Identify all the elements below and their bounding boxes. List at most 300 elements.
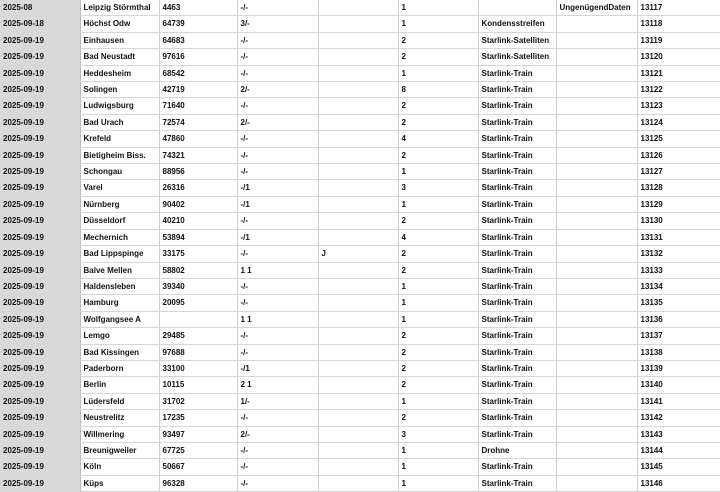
date-cell[interactable]: 2025-09-19 (0, 328, 80, 344)
zip-cell[interactable]: 53894 (159, 229, 237, 245)
city-cell[interactable]: Nürnberg (80, 196, 159, 212)
note-cell[interactable] (556, 246, 637, 262)
table-row (0, 65, 720, 81)
code-cell[interactable]: -/- (237, 131, 318, 147)
type-cell[interactable]: Drohne (478, 442, 556, 458)
note-cell[interactable] (556, 196, 637, 212)
code-cell[interactable]: -/- (237, 344, 318, 360)
date-cell[interactable]: 2025-09-19 (0, 475, 80, 491)
city-cell[interactable]: Lemgo (80, 328, 159, 344)
id-cell[interactable]: 13118 (637, 16, 720, 32)
count-cell[interactable]: 1 (398, 16, 478, 32)
id-cell[interactable]: 13123 (637, 98, 720, 114)
code-cell[interactable]: -/- (237, 164, 318, 180)
mark-cell[interactable] (318, 0, 398, 16)
city-cell[interactable]: Leipzig Störmthal (80, 0, 159, 16)
count-cell[interactable]: 2 (398, 147, 478, 163)
city-cell[interactable]: Bad Lippspinge (80, 246, 159, 262)
note-cell[interactable] (556, 410, 637, 426)
count-cell[interactable]: 2 (398, 32, 478, 48)
count-cell[interactable]: 8 (398, 82, 478, 98)
date-cell[interactable]: 2025-09-19 (0, 246, 80, 262)
mark-cell[interactable] (318, 82, 398, 98)
code-cell[interactable]: 3/- (237, 16, 318, 32)
city-cell[interactable]: Höchst Odw (80, 16, 159, 32)
id-cell[interactable]: 13122 (637, 82, 720, 98)
code-cell[interactable]: -/- (237, 98, 318, 114)
table-row (0, 32, 720, 48)
type-cell[interactable]: Starlink-Train (478, 246, 556, 262)
zip-cell[interactable]: 29485 (159, 328, 237, 344)
type-cell[interactable]: Starlink-Train (478, 344, 556, 360)
type-cell[interactable]: Starlink-Train (478, 213, 556, 229)
mark-cell[interactable] (318, 147, 398, 163)
table-row (0, 377, 720, 393)
mark-cell[interactable] (318, 180, 398, 196)
zip-cell[interactable]: 97688 (159, 344, 237, 360)
city-cell[interactable]: Paderborn (80, 360, 159, 376)
zip-cell[interactable]: 50667 (159, 459, 237, 475)
city-cell[interactable]: Einhausen (80, 32, 159, 48)
count-cell[interactable]: 1 (398, 0, 478, 16)
zip-cell[interactable] (159, 311, 237, 327)
city-cell[interactable]: Solingen (80, 82, 159, 98)
date-cell[interactable]: 2025-09-19 (0, 344, 80, 360)
count-cell[interactable]: 2 (398, 360, 478, 376)
city-cell[interactable]: Willmering (80, 426, 159, 442)
type-cell[interactable]: Starlink-Train (478, 393, 556, 409)
table-row (0, 16, 720, 32)
mark-cell[interactable] (318, 278, 398, 294)
date-cell[interactable]: 2025-09-19 (0, 131, 80, 147)
table-row (0, 442, 720, 458)
note-cell[interactable] (556, 114, 637, 130)
zip-cell[interactable]: 33100 (159, 360, 237, 376)
date-cell[interactable]: 2025-09-19 (0, 360, 80, 376)
zip-cell[interactable]: 90402 (159, 196, 237, 212)
zip-cell[interactable]: 72574 (159, 114, 237, 130)
type-cell[interactable]: Starlink-Train (478, 475, 556, 491)
date-cell[interactable]: 2025-09-19 (0, 426, 80, 442)
type-cell[interactable]: Starlink-Train (478, 196, 556, 212)
type-cell[interactable]: Starlink-Train (478, 65, 556, 81)
date-cell[interactable]: 2025-09-19 (0, 82, 80, 98)
city-cell[interactable]: Bietigheim Biss. (80, 147, 159, 163)
code-cell[interactable]: -/- (237, 0, 318, 16)
id-cell[interactable]: 13138 (637, 344, 720, 360)
type-cell[interactable] (478, 0, 556, 16)
mark-cell[interactable] (318, 229, 398, 245)
mark-cell[interactable] (318, 65, 398, 81)
table-row (0, 410, 720, 426)
note-cell[interactable] (556, 229, 637, 245)
note-cell[interactable] (556, 213, 637, 229)
date-cell[interactable]: 2025-09-19 (0, 278, 80, 294)
type-cell[interactable]: Starlink-Train (478, 295, 556, 311)
type-cell[interactable]: Starlink-Train (478, 328, 556, 344)
zip-cell[interactable]: 26316 (159, 180, 237, 196)
date-cell[interactable]: 2025-09-19 (0, 196, 80, 212)
zip-cell[interactable]: 64683 (159, 32, 237, 48)
table-row (0, 246, 720, 262)
mark-cell[interactable] (318, 98, 398, 114)
type-cell[interactable]: Starlink-Train (478, 262, 556, 278)
id-cell[interactable]: 13121 (637, 65, 720, 81)
type-cell[interactable]: Starlink-Train (478, 459, 556, 475)
table-row (0, 459, 720, 475)
date-cell[interactable]: 2025-09-19 (0, 442, 80, 458)
count-cell[interactable]: 3 (398, 180, 478, 196)
city-cell[interactable]: Küps (80, 475, 159, 491)
count-cell[interactable]: 2 (398, 410, 478, 426)
date-cell[interactable]: 2025-09-19 (0, 459, 80, 475)
code-cell[interactable]: -/- (237, 328, 318, 344)
date-cell[interactable]: 2025-09-18 (0, 16, 80, 32)
zip-cell[interactable]: 68542 (159, 65, 237, 81)
date-cell[interactable]: 2025-09-19 (0, 164, 80, 180)
city-cell[interactable]: Lüdersfeld (80, 393, 159, 409)
type-cell[interactable]: Starlink-Train (478, 114, 556, 130)
mark-cell[interactable] (318, 32, 398, 48)
date-cell[interactable]: 2025-09-19 (0, 295, 80, 311)
date-cell[interactable]: 2025-08 (0, 0, 80, 16)
note-cell[interactable] (556, 344, 637, 360)
mark-cell[interactable] (318, 459, 398, 475)
table-row (0, 393, 720, 409)
id-cell[interactable]: 13129 (637, 196, 720, 212)
type-cell[interactable]: Starlink-Train (478, 410, 556, 426)
mark-cell[interactable] (318, 16, 398, 32)
mark-cell[interactable] (318, 164, 398, 180)
note-cell[interactable] (556, 426, 637, 442)
zip-cell[interactable]: 42719 (159, 82, 237, 98)
city-cell[interactable]: Mechernich (80, 229, 159, 245)
city-cell[interactable]: Bad Urach (80, 114, 159, 130)
type-cell[interactable]: Starlink-Satelliten (478, 32, 556, 48)
date-cell[interactable]: 2025-09-19 (0, 393, 80, 409)
id-cell[interactable]: 13144 (637, 442, 720, 458)
note-cell[interactable] (556, 377, 637, 393)
id-cell[interactable]: 13127 (637, 164, 720, 180)
code-cell[interactable]: -/- (237, 246, 318, 262)
type-cell[interactable]: Starlink-Train (478, 147, 556, 163)
table-row (0, 278, 720, 294)
count-cell[interactable]: 1 (398, 311, 478, 327)
type-cell[interactable]: Starlink-Train (478, 311, 556, 327)
date-cell[interactable]: 2025-09-19 (0, 114, 80, 130)
count-cell[interactable]: 1 (398, 393, 478, 409)
count-cell[interactable]: 2 (398, 98, 478, 114)
zip-cell[interactable]: 88956 (159, 164, 237, 180)
id-cell[interactable]: 13126 (637, 147, 720, 163)
code-cell[interactable]: -/- (237, 32, 318, 48)
table-row (0, 295, 720, 311)
note-cell[interactable] (556, 82, 637, 98)
count-cell[interactable]: 2 (398, 262, 478, 278)
zip-cell[interactable]: 93497 (159, 426, 237, 442)
table-row (0, 344, 720, 360)
count-cell[interactable]: 1 (398, 442, 478, 458)
id-cell[interactable]: 13145 (637, 459, 720, 475)
date-cell[interactable]: 2025-09-19 (0, 65, 80, 81)
type-cell[interactable]: Starlink-Train (478, 180, 556, 196)
id-cell[interactable]: 13143 (637, 426, 720, 442)
note-cell[interactable] (556, 164, 637, 180)
type-cell[interactable]: Kondensstreifen (478, 16, 556, 32)
table-row (0, 82, 720, 98)
zip-cell[interactable]: 67725 (159, 442, 237, 458)
table-row (0, 180, 720, 196)
date-cell[interactable]: 2025-09-19 (0, 410, 80, 426)
code-cell[interactable]: -/1 (237, 229, 318, 245)
type-cell[interactable]: Starlink-Train (478, 131, 556, 147)
count-cell[interactable]: 2 (398, 377, 478, 393)
code-cell[interactable]: -/- (237, 295, 318, 311)
id-cell[interactable]: 13134 (637, 278, 720, 294)
note-cell[interactable] (556, 459, 637, 475)
zip-cell[interactable]: 40210 (159, 213, 237, 229)
city-cell[interactable]: Schongau (80, 164, 159, 180)
code-cell[interactable]: -/- (237, 410, 318, 426)
type-cell[interactable]: Starlink-Train (478, 82, 556, 98)
code-cell[interactable]: -/- (237, 213, 318, 229)
id-cell[interactable]: 13137 (637, 328, 720, 344)
note-cell[interactable] (556, 393, 637, 409)
code-cell[interactable]: -/- (237, 147, 318, 163)
type-cell[interactable]: Starlink-Train (478, 278, 556, 294)
date-cell[interactable]: 2025-09-19 (0, 147, 80, 163)
note-cell[interactable] (556, 98, 637, 114)
note-cell[interactable] (556, 147, 637, 163)
mark-cell[interactable] (318, 262, 398, 278)
mark-cell[interactable] (318, 360, 398, 376)
count-cell[interactable]: 1 (398, 196, 478, 212)
mark-cell[interactable] (318, 426, 398, 442)
city-cell[interactable]: Bad Kissingen (80, 344, 159, 360)
zip-cell[interactable]: 4463 (159, 0, 237, 16)
note-cell[interactable] (556, 16, 637, 32)
id-cell[interactable]: 13131 (637, 229, 720, 245)
city-cell[interactable]: Krefeld (80, 131, 159, 147)
city-cell[interactable]: Breunigweiler (80, 442, 159, 458)
note-cell[interactable] (556, 131, 637, 147)
table-row (0, 262, 720, 278)
type-cell[interactable]: Starlink-Train (478, 229, 556, 245)
zip-cell[interactable]: 64739 (159, 16, 237, 32)
id-cell[interactable]: 13132 (637, 246, 720, 262)
mark-cell[interactable] (318, 475, 398, 491)
note-cell[interactable] (556, 311, 637, 327)
mark-cell[interactable]: J (318, 246, 398, 262)
note-cell[interactable] (556, 278, 637, 294)
id-cell[interactable]: 13136 (637, 311, 720, 327)
zip-cell[interactable]: 47860 (159, 131, 237, 147)
type-cell[interactable]: Starlink-Train (478, 164, 556, 180)
count-cell[interactable]: 1 (398, 295, 478, 311)
note-cell[interactable] (556, 328, 637, 344)
mark-cell[interactable] (318, 442, 398, 458)
note-cell[interactable] (556, 262, 637, 278)
count-cell[interactable]: 2 (398, 114, 478, 130)
type-cell[interactable]: Starlink-Train (478, 377, 556, 393)
code-cell[interactable]: 2 1 (237, 377, 318, 393)
note-cell[interactable] (556, 442, 637, 458)
count-cell[interactable]: 2 (398, 49, 478, 65)
id-cell[interactable]: 13133 (637, 262, 720, 278)
table-row (0, 131, 720, 147)
count-cell[interactable]: 2 (398, 328, 478, 344)
city-cell[interactable]: Varel (80, 180, 159, 196)
date-cell[interactable]: 2025-09-19 (0, 213, 80, 229)
id-cell[interactable]: 13117 (637, 0, 720, 16)
mark-cell[interactable] (318, 114, 398, 130)
table-row (0, 114, 720, 130)
mark-cell[interactable] (318, 49, 398, 65)
code-cell[interactable]: -/1 (237, 196, 318, 212)
note-cell[interactable] (556, 49, 637, 65)
code-cell[interactable]: -/- (237, 65, 318, 81)
code-cell[interactable]: -/- (237, 278, 318, 294)
zip-cell[interactable]: 39340 (159, 278, 237, 294)
table-row (0, 98, 720, 114)
city-cell[interactable]: Wolfgangsee A (80, 311, 159, 327)
date-cell[interactable]: 2025-09-19 (0, 180, 80, 196)
city-cell[interactable]: Köln (80, 459, 159, 475)
zip-cell[interactable]: 31702 (159, 393, 237, 409)
id-cell[interactable]: 13140 (637, 377, 720, 393)
mark-cell[interactable] (318, 295, 398, 311)
city-cell[interactable]: Balve Mellen (80, 262, 159, 278)
id-cell[interactable]: 13120 (637, 49, 720, 65)
city-cell[interactable]: Haldensleben (80, 278, 159, 294)
table-row (0, 0, 720, 16)
mark-cell[interactable] (318, 131, 398, 147)
mark-cell[interactable] (318, 328, 398, 344)
table-row (0, 147, 720, 163)
table-row (0, 213, 720, 229)
id-cell[interactable]: 13119 (637, 32, 720, 48)
zip-cell[interactable]: 96328 (159, 475, 237, 491)
id-cell[interactable]: 13146 (637, 475, 720, 491)
id-cell[interactable]: 13124 (637, 114, 720, 130)
mark-cell[interactable] (318, 213, 398, 229)
table-row (0, 360, 720, 376)
date-cell[interactable]: 2025-09-19 (0, 262, 80, 278)
zip-cell[interactable]: 33175 (159, 246, 237, 262)
note-cell[interactable] (556, 32, 637, 48)
type-cell[interactable]: Starlink-Train (478, 426, 556, 442)
mark-cell[interactable] (318, 196, 398, 212)
city-cell[interactable]: Düsseldorf (80, 213, 159, 229)
id-cell[interactable]: 13142 (637, 410, 720, 426)
code-cell[interactable]: -/- (237, 49, 318, 65)
date-cell[interactable]: 2025-09-19 (0, 32, 80, 48)
table-row (0, 475, 720, 491)
type-cell[interactable]: Starlink-Train (478, 360, 556, 376)
id-cell[interactable]: 13135 (637, 295, 720, 311)
zip-cell[interactable]: 58802 (159, 262, 237, 278)
note-cell[interactable]: UngenügendDaten (556, 0, 637, 16)
id-cell[interactable]: 13139 (637, 360, 720, 376)
city-cell[interactable]: Hamburg (80, 295, 159, 311)
count-cell[interactable]: 4 (398, 131, 478, 147)
zip-cell[interactable]: 20095 (159, 295, 237, 311)
id-cell[interactable]: 13130 (637, 213, 720, 229)
mark-cell[interactable] (318, 393, 398, 409)
code-cell[interactable]: -/1 (237, 180, 318, 196)
count-cell[interactable]: 1 (398, 278, 478, 294)
zip-cell[interactable]: 97616 (159, 49, 237, 65)
date-cell[interactable]: 2025-09-19 (0, 311, 80, 327)
count-cell[interactable]: 2 (398, 246, 478, 262)
count-cell[interactable]: 1 (398, 459, 478, 475)
count-cell[interactable]: 4 (398, 229, 478, 245)
note-cell[interactable] (556, 360, 637, 376)
date-cell[interactable]: 2025-09-19 (0, 49, 80, 65)
code-cell[interactable]: -/1 (237, 360, 318, 376)
note-cell[interactable] (556, 180, 637, 196)
count-cell[interactable]: 2 (398, 213, 478, 229)
code-cell[interactable]: 2/- (237, 114, 318, 130)
zip-cell[interactable]: 17235 (159, 410, 237, 426)
mark-cell[interactable] (318, 410, 398, 426)
id-cell[interactable]: 13125 (637, 131, 720, 147)
date-cell[interactable]: 2025-09-19 (0, 98, 80, 114)
id-cell[interactable]: 13128 (637, 180, 720, 196)
table-row (0, 196, 720, 212)
code-cell[interactable]: -/- (237, 442, 318, 458)
zip-cell[interactable]: 10115 (159, 377, 237, 393)
table-row (0, 311, 720, 327)
city-cell[interactable]: Ludwigsburg (80, 98, 159, 114)
city-cell[interactable]: Berlin (80, 377, 159, 393)
date-cell[interactable]: 2025-09-19 (0, 377, 80, 393)
table-row (0, 328, 720, 344)
mark-cell[interactable] (318, 377, 398, 393)
count-cell[interactable]: 1 (398, 65, 478, 81)
type-cell[interactable]: Starlink-Train (478, 98, 556, 114)
count-cell[interactable]: 1 (398, 164, 478, 180)
id-cell[interactable]: 13141 (637, 393, 720, 409)
city-cell[interactable]: Heddesheim (80, 65, 159, 81)
table-row (0, 49, 720, 65)
zip-cell[interactable]: 74321 (159, 147, 237, 163)
type-cell[interactable]: Starlink-Satelliten (478, 49, 556, 65)
count-cell[interactable]: 1 (398, 475, 478, 491)
code-cell[interactable]: 1 1 (237, 262, 318, 278)
code-cell[interactable]: 2/- (237, 426, 318, 442)
note-cell[interactable] (556, 295, 637, 311)
date-cell[interactable]: 2025-09-19 (0, 229, 80, 245)
zip-cell[interactable]: 71640 (159, 98, 237, 114)
code-cell[interactable]: 1 1 (237, 311, 318, 327)
count-cell[interactable]: 2 (398, 344, 478, 360)
count-cell[interactable]: 3 (398, 426, 478, 442)
code-cell[interactable]: -/- (237, 459, 318, 475)
mark-cell[interactable] (318, 311, 398, 327)
city-cell[interactable]: Bad Neustadt (80, 49, 159, 65)
code-cell[interactable]: -/- (237, 475, 318, 491)
table-row (0, 229, 720, 245)
city-cell[interactable]: Neustrelitz (80, 410, 159, 426)
table-row (0, 164, 720, 180)
code-cell[interactable]: 2/- (237, 82, 318, 98)
table-row (0, 426, 720, 442)
note-cell[interactable] (556, 475, 637, 491)
code-cell[interactable]: 1/- (237, 393, 318, 409)
mark-cell[interactable] (318, 344, 398, 360)
note-cell[interactable] (556, 65, 637, 81)
